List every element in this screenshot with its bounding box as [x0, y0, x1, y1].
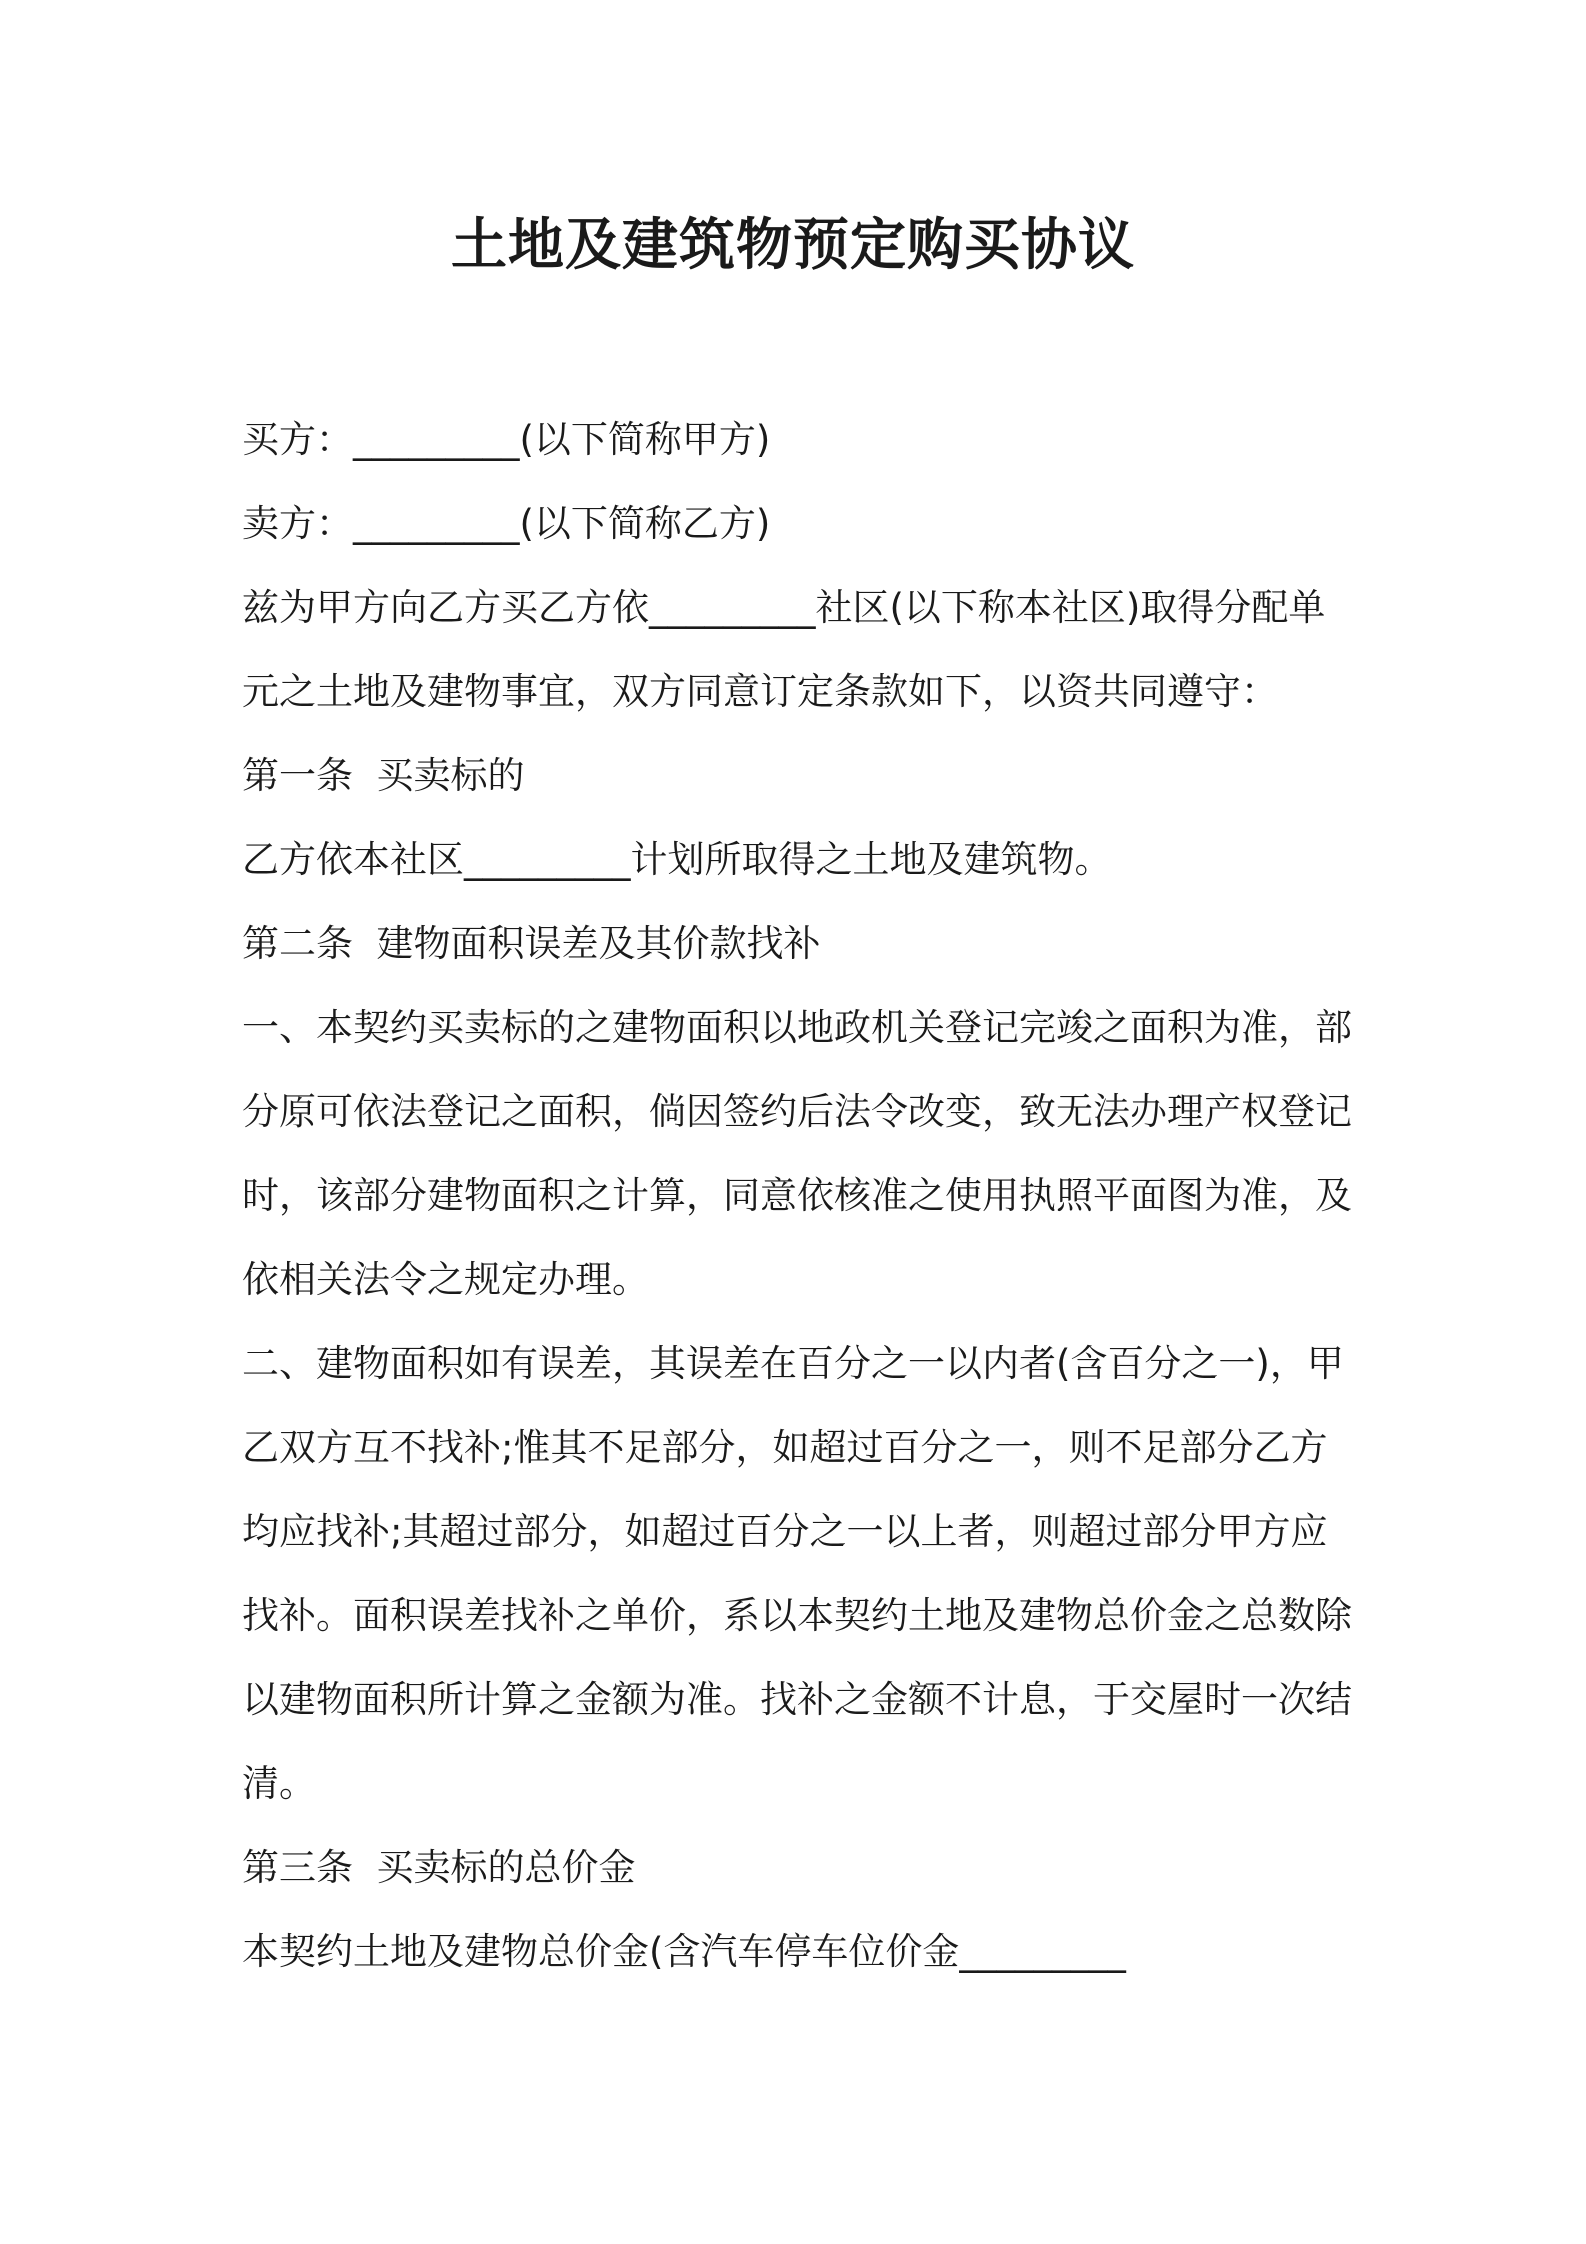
document-title: 土地及建筑物预定购买协议	[451, 213, 1135, 278]
buyer-line: 买方：_________(以下简称甲方)	[242, 418, 771, 461]
article-2-clause-2: 二、建物面积如有误差，其误差在百分之一以内者(含百分之一)，甲乙双方互不找补;惟其不足部分，如超过百分之一，则不足部分乙方均应找补;其超过部分，如超过百分之一以上者，则超过部分甲方应找补。面积误差找补之单价，系以本契约土地及建物总价金之总数除以建物面积所计算之金额为准。找补之金额不计息，于交屋时一次结清。	[242, 1342, 1352, 1805]
article-3-paragraph: 本契约土地及建物总价金(含汽车停车位价金_________	[242, 1930, 1126, 1973]
preamble-paragraph: 兹为甲方向乙方买乙方依_________社区(以下称本社区)取得分配单元之土地及建物事宜，双方同意订定条款如下，以资共同遵守：	[242, 586, 1326, 713]
article-3-heading: 第三条 买卖标的总价金	[242, 1846, 636, 1889]
article-1-paragraph: 乙方依本社区_________计划所取得之土地及建筑物。	[242, 838, 1112, 881]
article-2-clause-1: 一、本契约买卖标的之建物面积以地政机关登记完竣之面积为准，部分原可依法登记之面积，倘因签约后法令改变，致无法办理产权登记时，该部分建物面积之计算，同意依核准之使用执照平面图为准，及依相关法令之规定办理。	[242, 1006, 1352, 1301]
article-2-heading: 第二条 建物面积误差及其价款找补	[242, 922, 821, 965]
document-body	[242, 398, 1362, 1994]
seller-line: 卖方：_________(以下简称乙方)	[242, 502, 771, 545]
article-1-heading: 第一条 买卖标的	[242, 754, 525, 797]
